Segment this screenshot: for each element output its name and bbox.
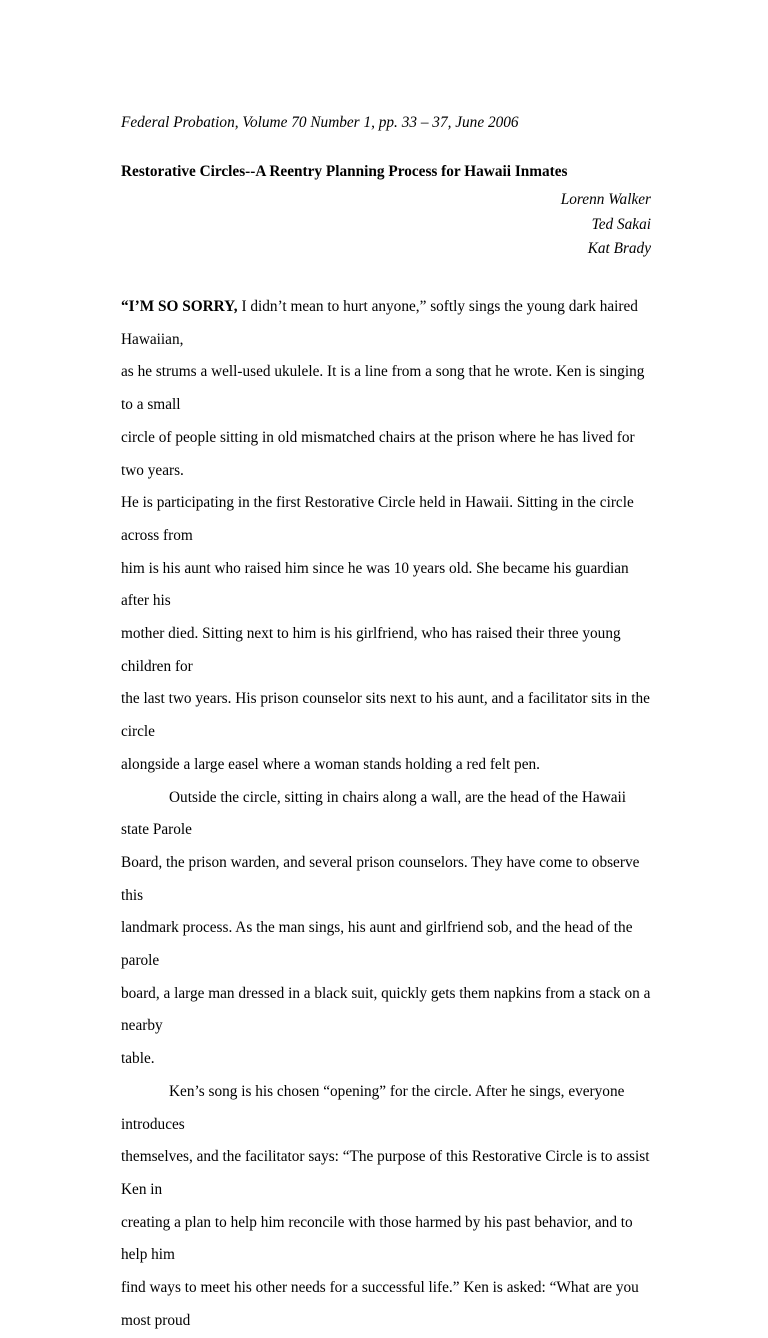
paragraph-line: circle of people sitting in old mismatched chairs at the prison where he has lived for two years. [121, 428, 635, 479]
paragraph-line: table. [121, 1050, 155, 1068]
body-paragraph [121, 291, 653, 782]
paragraph-line: themselves, and the facilitator says: “The purpose of this Restorative Circle is to assist Ken in [121, 1148, 650, 1198]
citation: Federal Probation, Volume 70 Number 1, pp. 33 – 37, June 2006 [121, 114, 519, 131]
author-list [561, 188, 651, 262]
paragraph-line: landmark process. As the man sings, his aunt and girlfriend sob, and the head of the parole [121, 919, 633, 970]
paragraph-line: Outside the circle, sitting in chairs along a wall, are the head of the Hawaii state Parole [121, 788, 627, 839]
paragraph-line: find ways to meet his other needs for a successful life.” Ken is asked: “What are you most proud [121, 1279, 639, 1329]
paragraph-line: creating a plan to help him reconcile with those harmed by his past behavior, and to help him [121, 1213, 633, 1264]
paragraph-line: him is his aunt who raised him since he was 10 years old. She became his guardian after his [121, 559, 629, 610]
article-body [121, 291, 653, 1338]
paragraph-line: Board, the prison warden, and several prison counselors. They have come to observe this [121, 853, 640, 904]
author-name: Lorenn Walker [560, 191, 651, 208]
paragraph-line: I didn’t mean to hurt anyone,” softly sings the young dark haired Hawaiian, [121, 298, 638, 348]
author-name: Kat Brady [587, 240, 651, 257]
paragraph-line: mother died. Sitting next to him is his girlfriend, who has raised their three young children for [121, 625, 621, 675]
paragraph-line: board, a large man dressed in a black suit, quickly gets them napkins from a stack on a nearby [121, 984, 651, 1035]
paragraph-line: Ken’s song is his chosen “opening” for the circle. After he sings, everyone introduces [121, 1082, 625, 1133]
paragraph-line: the last two years. His prison counselor sits next to his aunt, and a facilitator sits in the circle [121, 690, 650, 741]
body-paragraph [121, 782, 653, 1076]
paragraph-line: He is participating in the first Restorative Circle held in Hawaii. Sitting in the circle across from [121, 494, 634, 544]
body-paragraph [121, 1076, 653, 1338]
paragraph-line: alongside a large easel where a woman stands holding a red felt pen. [121, 755, 540, 773]
author-name: Ted Sakai [591, 215, 651, 233]
article-title: Restorative Circles--A Reentry Planning Process for Hawaii Inmates [121, 163, 568, 180]
paragraph-lead-in: “I’M SO SORRY, [121, 298, 238, 315]
paragraph-line: as he strums a well-used ukulele. It is a line from a song that he wrote. Ken is singing to a small [121, 363, 645, 414]
